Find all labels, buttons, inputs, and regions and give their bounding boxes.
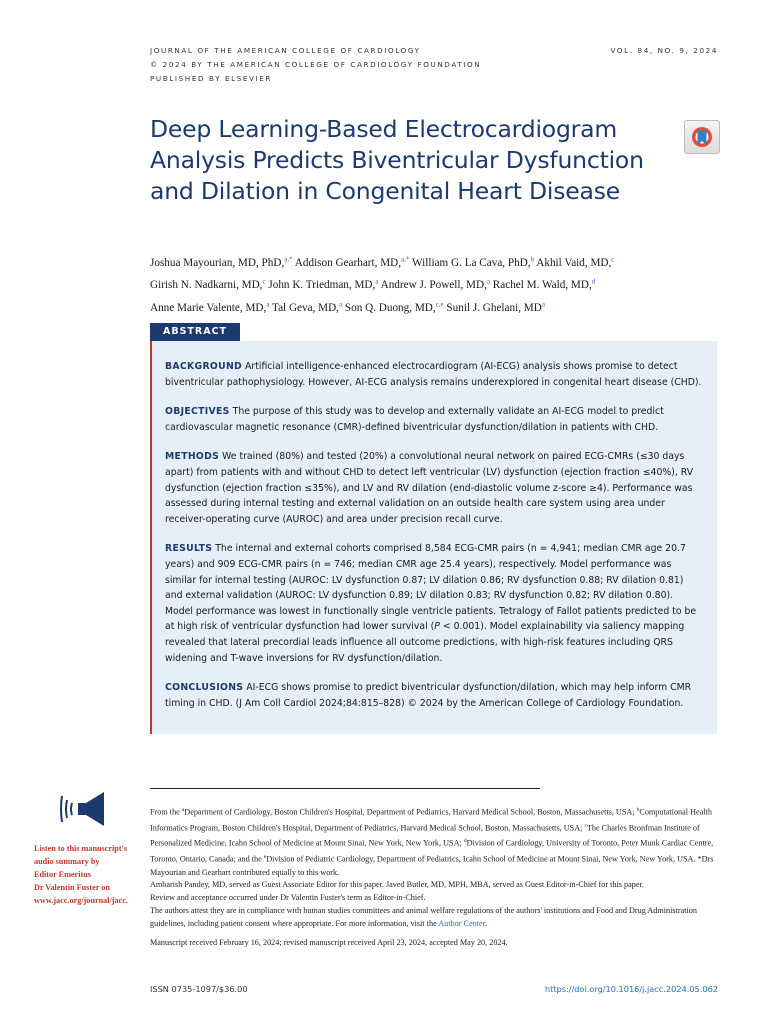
publisher-line: PUBLISHED BY ELSEVIER <box>150 74 273 83</box>
author[interactable]: Anne Marie Valente, MD,$^a$ <box>150 300 270 315</box>
author[interactable]: Girish N. Nadkarni, MD,$^c$ <box>150 277 266 292</box>
review-note: Review and acceptance occurred under Dr Valentin Fuster's term as Editor-in-Chief. <box>150 893 426 903</box>
abstract-results: RESULTS The internal and external cohorts comprised 8,584 ECG-CMR pairs (n = 4,941; median CMR age 20.7 years) and 909 ECG-CMR pairs (n = 746; median CMR age 25.4 years), respectively. Model performance was similar for internal testing (AUROC: LV dysfunction 0.87; LV dilation 0.86; RV dysfunction 0.88; RV dilation 0.81) and external validation (AUROC: LV dysfunction 0.89; LV dilation 0.83; RV dysfunction 0.82; RV dilation 0.80). Model performance was lowest in functionally single ventricle patients. Tetralogy of Fallot patients predicted to be at high risk of ventricular dysfunction had lower survival (P < 0.001). Model explainability via saliency mapping revealed that lateral precordial leads influence all outcome predictions, with high-risk features including QRS widening and T-wave inversions for RV dysfunction/dilation. <box>165 543 697 664</box>
author-line-2 <box>150 273 710 296</box>
author-line-3 <box>150 295 710 318</box>
attestation-note: The authors attest they are in compliance with human studies committees and animal welfare regulations of the authors' institutions and Food and Drug Administration guidelines, including patient consent where appropriate. For more information, visit the Author Center. <box>150 906 697 929</box>
copyright-line: © 2024 BY THE AMERICAN COLLEGE OF CARDIOLOGY FOUNDATION <box>150 60 482 69</box>
author-center-link[interactable]: Author Center <box>438 919 485 929</box>
author-line-1 <box>150 250 710 273</box>
journal-name: JOURNAL OF THE AMERICAN COLLEGE OF CARDIOLOGY <box>150 46 421 55</box>
abstract-conclusions: CONCLUSIONS AI-ECG shows promise to predict biventricular dysfunction/dilation, which may help inform CMR timing in CHD. (J Am Coll Cardiol 2024;84:815–828) © 2024 by the American College of Cardiology Foundation. <box>165 682 692 709</box>
author[interactable]: Akhil Vaid, MD,$^c$ <box>536 255 615 269</box>
author[interactable]: Addison Gearhart, MD,$^{a,*}$ <box>294 255 410 269</box>
abstract-box <box>150 341 717 734</box>
issn: ISSN 0735-1097/$36.00 <box>150 984 248 994</box>
audio-summary-link[interactable]: www.jacc.org/journal/jacc. <box>34 896 128 905</box>
crossmark-icon <box>685 121 719 153</box>
footnote-divider <box>150 788 540 789</box>
author[interactable]: Sunil J. Ghelani, $MD^a$ <box>446 300 545 315</box>
guest-editor-note: Ambarish Pandey, MD, served as Guest Associate Editor for this paper. Javed Butler, MD, MPH, MBA, served as Guest Editor-in-Chief for this paper. <box>150 880 644 890</box>
crossmark-button[interactable] <box>684 120 720 154</box>
author[interactable]: Tal Geva, MD,$^a$ <box>272 300 343 315</box>
volume-info: VOL. 84, NO. 9, 2024 <box>610 46 718 55</box>
author-list <box>150 250 710 318</box>
author[interactable]: Son Q. Duong, MD,$^{c,e}$ <box>344 300 444 315</box>
speaker-icon <box>60 786 116 832</box>
article-title: Deep Learning-Based Electrocardiogram Analysis Predicts Biventricular Dysfunction and Dilation in Congenital Heart Disease <box>150 115 644 205</box>
abstract-objectives: OBJECTIVES The purpose of this study was to develop and externally validate an AI-ECG model to predict cardiovascular magnetic resonance (CMR)-defined biventricular dysfunction/dilation in patients with CHD. <box>165 406 664 433</box>
author[interactable]: Rachel M. Wald, MD,$^d$ <box>492 277 596 292</box>
abstract-methods: METHODS We trained (80%) and tested (20%) a convolutional neural network on paired ECG-CMRs (≤30 days apart) from patients with and without CHD to detect left ventricular (LV) dysfunction (ejection fraction ≤40%), RV dysfunction (ejection fraction ≤35%), and LV and RV dilation (end-diastolic volume z-score ≥4). Performance was assessed during internal testing and external validation on an outside health care system using area under receiver-operating curve (AUROC) and area under precision recall curve. <box>165 451 694 525</box>
footnotes <box>150 804 718 950</box>
journal-header <box>150 44 481 86</box>
abstract-background: BACKGROUND Artificial intelligence-enhanced electrocardiogram (AI-ECG) analysis shows promise to detect biventricular pathophysiology. However, AI-ECG analysis remains underexplored in congenital heart disease (CHD). <box>165 361 702 388</box>
manuscript-dates: Manuscript received February 16, 2024; revised manuscript received April 23, 2024, accepted May 20, 2024. <box>150 938 508 948</box>
author[interactable]: Joshua Mayourian, MD, PhD,$^{a,*}$ <box>150 255 293 269</box>
abstract-heading: ABSTRACT <box>150 323 240 341</box>
doi-link[interactable]: https://doi.org/10.1016/j.jacc.2024.05.062 <box>544 984 718 994</box>
audio-summary-text: Listen to this manuscript's audio summary by Editor Emeritus Dr Valentin Fuster on www.jacc.org/journal/jacc. <box>34 842 144 907</box>
author[interactable]: John K. Triedman, MD,$^a$ <box>268 277 379 292</box>
author[interactable]: Andrew J. Powell, MD,$^a$ <box>380 277 490 292</box>
author[interactable]: William G. La Cava, PhD,$^b$ <box>412 255 535 269</box>
affiliations: From the $^a$Department of Cardiology, Boston Children's Hospital, Department of Pediatrics, Harvard Medical School, Boston, Massachusetts, USA; $^b$Computational Health Informatics Program, Boston Children's Hospital, Department of Pediatrics, Harvard Medical School, Boston, Massachusetts, USA; $^c$The Charles Bronfman Institute of Personalized Medicine, Icahn School of Medicine at Mount Sinai, New York, New York, USA; $^d$Division of Cardiology, University of Toronto, Peter Munk Cardiac Centre, Toronto, Ontario, Canada; and the $^e$Division of Pediatric Cardiology, Department of Pediatrics, Icahn School of Medicine at Mount Sinai, New York, New York, USA. *Drs Mayourian and Gearhart contributed equally to this work. <box>150 807 714 877</box>
audio-summary-button[interactable] <box>60 786 116 837</box>
